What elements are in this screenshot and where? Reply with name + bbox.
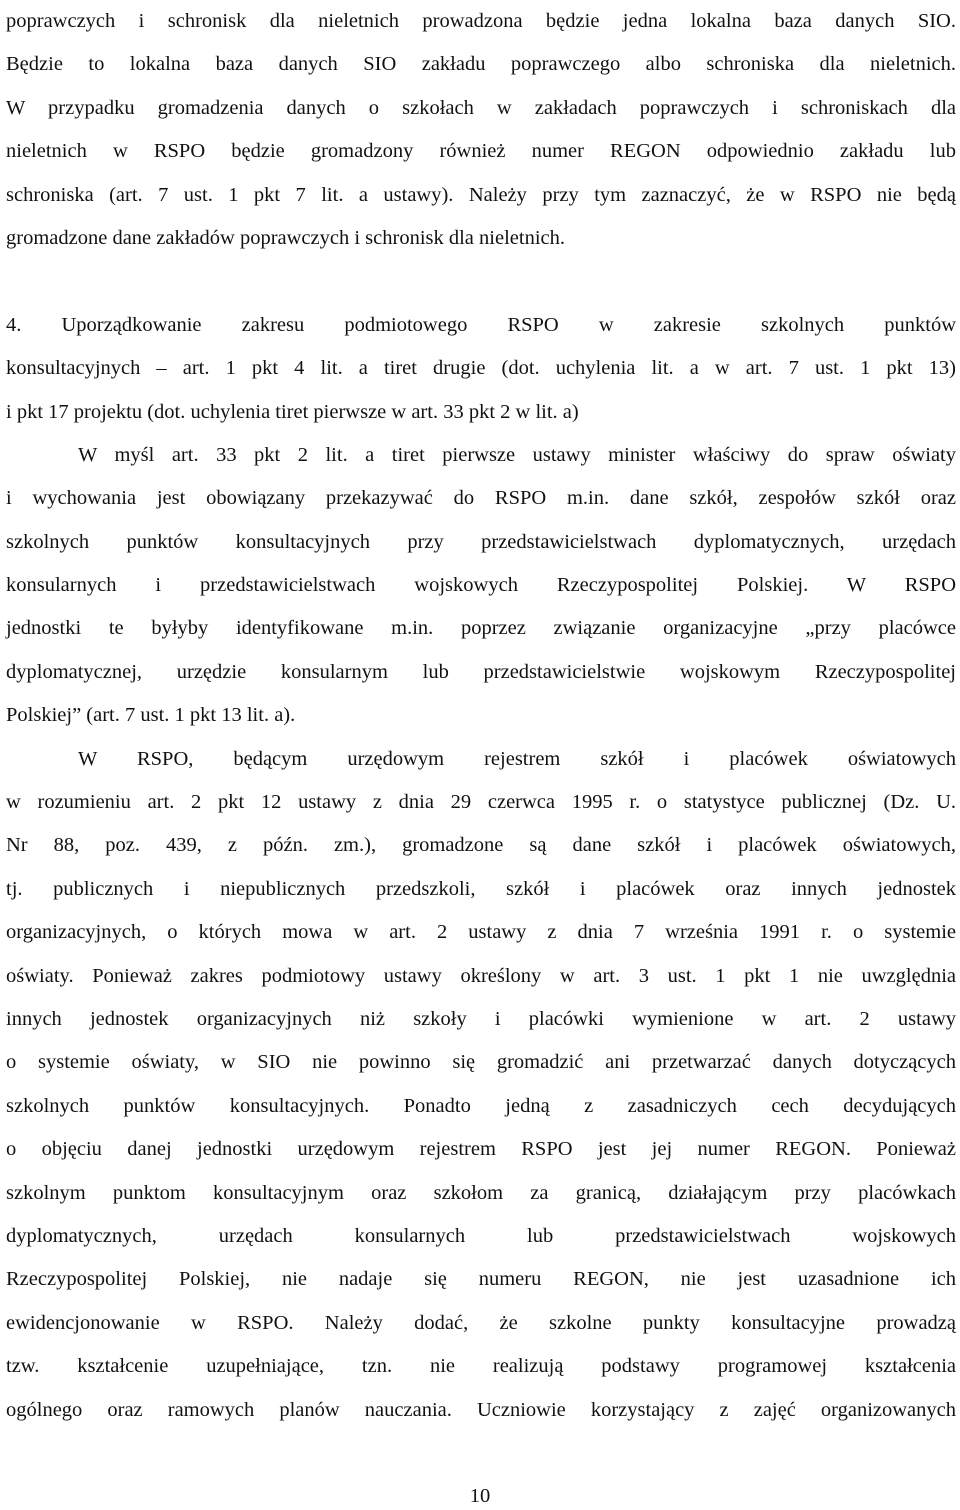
text-line: schroniska (art. 7 ust. 1 pkt 7 lit. a ustawy). Należy przy tym zaznaczyć, że w RSPO nie będą (6, 183, 956, 206)
text-line: W RSPO, będącym urzędowym rejestrem szkół i placówek oświatowych (78, 747, 956, 770)
section-4-paragraph-a (6, 434, 956, 738)
text-line: Rzeczypospolitej Polskiej, nie nadaje się numeru REGON, nie jest uzasadnione ich (6, 1268, 956, 1291)
paragraph-1 (6, 0, 956, 260)
text-line: jednostki te byłyby identyfikowane m.in. poprzez związanie organizacyjne „przy placówce (6, 617, 956, 640)
text-line: Będzie to lokalna baza danych SIO zakładu poprawczego albo schroniska dla nieletnich. (6, 53, 956, 76)
text-line: tzw. kształcenie uzupełniające, tzn. nie realizują podstawy programowej kształcenia (6, 1355, 956, 1378)
section-4-heading (6, 304, 956, 434)
text-line: gromadzone dane zakładów poprawczych i schronisk dla nieletnich. (6, 226, 565, 249)
text-line: innych jednostek organizacyjnych niż szkoły i placówki wymienione w art. 2 ustawy (6, 1007, 956, 1030)
document-page (6, 0, 956, 1432)
heading-line: 4. Uporządkowanie zakresu podmiotowego RSPO w zakresie szkolnych punktów (6, 313, 956, 336)
text-line: szkolnym punktom konsultacyjnym oraz szkołom za granicą, działającym przy placówkach (6, 1181, 956, 1204)
text-line: konsularnych i przedstawicielstwach wojskowych Rzeczypospolitej Polskiej. W RSPO (6, 574, 956, 597)
text-line: dyplomatycznych, urzędach konsularnych lub przedstawicielstwach wojskowych (6, 1224, 956, 1247)
text-line: tj. publicznych i niepublicznych przedszkoli, szkół i placówek oraz innych jednostek (6, 877, 956, 900)
section-4-paragraph-b (6, 738, 956, 1432)
text-line: organizacyjnych, o których mowa w art. 2 ustawy z dnia 7 września 1991 r. o systemie (6, 921, 956, 944)
text-line: ogólnego oraz ramowych planów nauczania. Uczniowie korzystający z zajęć organizowanych (6, 1398, 956, 1421)
text-line: w rozumieniu art. 2 pkt 12 ustawy z dnia 29 czerwca 1995 r. o statystyce publicznej (Dz. U. (6, 791, 956, 814)
heading-line: konsultacyjnych – art. 1 pkt 4 lit. a tiret drugie (dot. uchylenia lit. a w art. 7 ust. 1 pkt 13) (6, 357, 956, 380)
text-line: o objęciu danej jednostki urzędowym rejestrem RSPO jest jej numer REGON. Ponieważ (6, 1138, 956, 1161)
text-line: Nr 88, poz. 439, z późn. zm.), gromadzone są dane szkół i placówek oświatowych, (6, 834, 956, 857)
heading-line: i pkt 17 projektu (dot. uchylenia tiret pierwsze w art. 33 pkt 2 w lit. a) (6, 400, 579, 423)
text-line: W przypadku gromadzenia danych o szkołach w zakładach poprawczych i schroniskach dla (6, 96, 956, 119)
text-line: dyplomatycznej, urzędzie konsularnym lub przedstawicielstwie wojskowym Rzeczypospolitej (6, 660, 956, 683)
text-line: nieletnich w RSPO będzie gromadzony również numer REGON odpowiednio zakładu lub (6, 140, 956, 163)
text-line: ewidencjonowanie w RSPO. Należy dodać, że szkolne punkty konsultacyjne prowadzą (6, 1311, 956, 1334)
text-line: szkolnych punktów konsultacyjnych. Ponadto jedną z zasadniczych cech decydujących (6, 1094, 956, 1117)
text-line: W myśl art. 33 pkt 2 lit. a tiret pierwsze ustawy minister właściwy do spraw oświaty (78, 443, 956, 466)
text-line: o systemie oświaty, w SIO nie powinno się gromadzić ani przetwarzać danych dotyczących (6, 1051, 956, 1074)
paragraph-gap (6, 260, 956, 303)
text-line: oświaty. Ponieważ zakres podmiotowy ustawy określony w art. 3 ust. 1 pkt 1 nie uwzględnia (6, 964, 956, 987)
text-line: szkolnych punktów konsultacyjnych przy przedstawicielstwach dyplomatycznych, urzędach (6, 530, 956, 553)
page-number: 10 (469, 1485, 491, 1507)
text-line: i wychowania jest obowiązany przekazywać do RSPO m.in. dane szkół, zespołów szkół oraz (6, 487, 956, 510)
text-line: poprawczych i schronisk dla nieletnich prowadzona będzie jedna lokalna baza danych SIO. (6, 10, 956, 32)
text-line: Polskiej” (art. 7 ust. 1 pkt 13 lit. a). (6, 704, 296, 727)
